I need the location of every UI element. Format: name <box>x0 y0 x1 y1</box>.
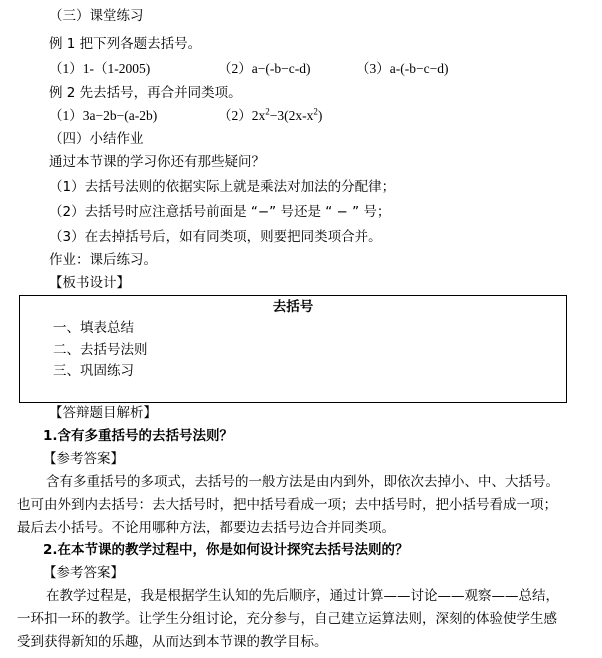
board-item-2: 二、去括号法则 <box>53 342 148 358</box>
example-2-title: 例 2 先去括号，再合并同类项。 <box>49 85 242 101</box>
summary-point-3: （3）在去掉括号后，如有同类项，则要把同类项合并。 <box>49 229 382 245</box>
homework: 作业：课后练习。 <box>49 252 157 268</box>
summary-question: 通过本节课的学习你还有那些疑问？ <box>49 154 265 170</box>
board-heading: 【板书设计】 <box>49 275 130 291</box>
board-title: 去括号 <box>272 299 314 315</box>
summary-point-1: （1）去括号法则的依据实际上就是乘法对加法的分配律； <box>49 179 396 195</box>
example-1-title: 例 1 把下列各题去括号。 <box>49 36 202 52</box>
example-1-item-3: （3）a-(-b−c−d) <box>356 61 449 76</box>
example-2-item-2-prefix: （2）2x <box>218 108 266 123</box>
answer-2-line-3: 受到获得新知的乐趣，从而达到本节课的教学目标。 <box>17 634 328 650</box>
exponent: 2 <box>313 106 318 117</box>
answer-2-line-1: 在教学过程是，我是根据学生认知的先后顺序，通过计算——讨论——观察——总结， <box>46 588 559 604</box>
example-2-item-2-mid: −3(2x-x <box>269 108 314 123</box>
answer-1-line-3: 最后去小括号。不论用哪种方法，都要边去括号边合并同类项。 <box>17 520 395 536</box>
board-design-box <box>19 295 567 403</box>
answer-2-line-2: 一环扣一环的教学。让学生分组讨论，充分参与，自己建立运算法则，深刻的体验使学生感 <box>17 611 557 627</box>
question-2: 2.在本节课的教学过程中，你是如何设计探究去括号法则的？ <box>43 542 409 558</box>
example-2-item-1: （1）3a−2b−(a-2b) <box>49 108 158 123</box>
answers-heading: 【答辩题目解析】 <box>49 405 157 421</box>
reference-answer-2-label: 【参考答案】 <box>43 565 124 581</box>
section-heading-practice: （三）课堂练习 <box>49 8 144 24</box>
question-1: 1.含有多重括号的去括号法则？ <box>43 428 234 444</box>
example-1-item-1: （1）1-（1-2005) <box>49 61 151 76</box>
summary-point-2: （2）去括号时应注意括号前面是 “−” 号还是 “ − ” 号； <box>49 204 391 220</box>
section-heading-summary: （四）小结作业 <box>49 131 144 147</box>
answer-1-line-2: 也可由外到内去括号：去大括号时，把中括号看成一项；去中括号时，把小括号看成一项； <box>17 497 557 513</box>
example-2-item-2-end: ) <box>317 108 323 123</box>
board-item-3: 三、巩固练习 <box>53 363 134 379</box>
exponent: 2 <box>265 106 270 117</box>
example-2-item-2 <box>218 107 322 125</box>
example-1-item-2: （2）a−(-b−c-d) <box>218 61 311 76</box>
answer-1-line-1: 含有多重括号的多项式，去括号的一般方法是由内到外，即依次去掉小、中、大括号。 <box>46 474 559 490</box>
board-item-1: 一、填表总结 <box>53 320 134 336</box>
reference-answer-1-label: 【参考答案】 <box>43 451 124 467</box>
